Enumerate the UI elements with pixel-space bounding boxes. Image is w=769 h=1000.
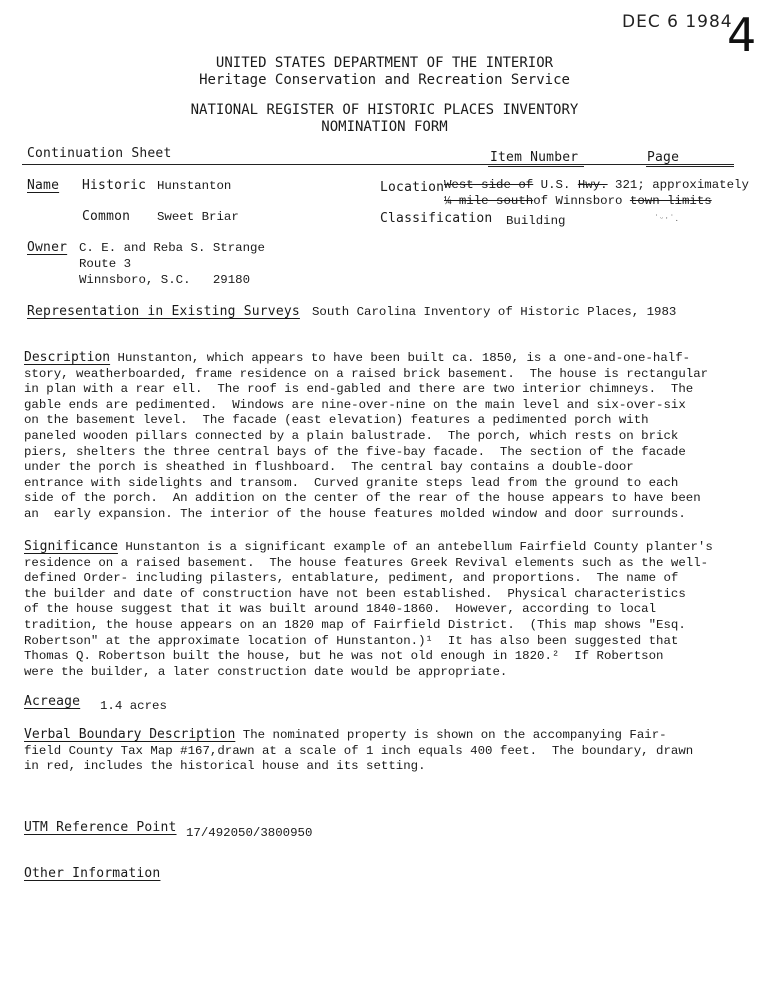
classification-label: Classification [380,211,493,226]
boundary-label: Verbal Boundary Description [24,727,236,742]
location-struck-hwy: Hwy. [577,178,608,192]
significance-section [24,539,746,680]
surveys-label: Representation in Existing Surveys [27,304,300,319]
location-line-1 [444,178,749,192]
significance-line: were the builder, a later construction date would be appropriate. [24,664,508,679]
form-title: NATIONAL REGISTER OF HISTORIC PLACES INVENTORY [190,102,579,118]
other-information-label: Other Information [24,866,161,881]
owner-label: Owner [27,240,68,255]
surveys-value: South Carolina Inventory of Historic Places, 1983 [312,305,677,319]
common-name-value: Sweet Briar [157,210,239,224]
header-rule [22,164,734,165]
acreage-value: 1.4 acres [100,699,167,713]
significance-line: Robertson" at the approximate location of Hunstanton.)¹ It has also been suggested that [24,633,679,648]
significance-line: tradition, the house appears on an 1820 map of Fairfield District. (This map shows "Esq. [24,617,686,632]
location-label: Location [380,180,445,195]
owner-line-1: C. E. and Reba S. Strange [79,241,265,255]
description-line: story, weatherboarded, frame residence on a raised brick basement. The house is rectangular [24,366,709,381]
acreage-label: Acreage [24,694,81,709]
item-number-label: Item Number [490,150,579,165]
significance-line: Hunstanton is a significant example of an antebellum Fairfield County planter's [117,540,713,554]
ink-specks-decoration: ˙ ᵕ · ˙ . [655,213,678,223]
owner-line-2: Route 3 [79,257,132,271]
significance-label: Significance [24,539,118,554]
historic-label: Historic [82,178,147,193]
location-us: U.S. [540,178,571,192]
description-line: an early expansion. The interior of the house features molded window and door surrounds. [24,506,686,521]
utm-label: UTM Reference Point [24,820,177,835]
page-label: Page [647,150,680,165]
classification-value: Building [506,214,566,228]
agency-title: UNITED STATES DEPARTMENT OF THE INTERIOR [215,55,554,71]
date-stamp: DEC 6 1984 [622,12,733,32]
description-section [24,350,746,523]
significance-line: Thomas Q. Robertson built the house, but he was not old enough in 1820.² If Robertson [24,649,664,664]
utm-value: 17/492050/3800950 [186,826,313,840]
description-line: entrance with sidelights and transom. Curved granite steps lead from the ground to each [24,475,679,490]
boundary-line: field County Tax Map #167,drawn at a scale of 1 inch equals 400 feet. The boundary, drawn [24,743,694,758]
agency-subtitle: Heritage Conservation and Recreation Service [199,72,570,88]
page-number-stamp: 4 [727,8,757,62]
common-label: Common [82,209,131,224]
location-line1-rest: 321; approximately [615,178,749,192]
location-line2-mid: of Winnsboro [533,194,623,208]
significance-line: defined Order- including pilasters, entablature, pediment, and proportions. The name of [24,571,679,586]
location-line-2 [444,194,712,208]
location-struck-town: town limits [629,194,712,208]
boundary-line: in red, includes the historical house and its setting. [24,759,426,774]
description-line: gable ends are pedimented. Windows are nine-over-nine on the main level and six-over-six [24,397,686,412]
boundary-line: The nominated property is shown on the accompanying Fair- [235,728,667,742]
description-line: on the basement level. The facade (east elevation) features a pedimented porch with [24,413,649,428]
historic-name-value: Hunstanton [157,179,232,193]
location-struck-prefix: West side of [444,178,534,192]
description-line: paneled wooden pillars connected by a plain balustrade. The porch, which rests on brick [24,428,679,443]
continuation-sheet-label: Continuation Sheet [27,146,172,161]
page-rule [646,166,734,167]
description-line: Hunstanton, which appears to have been built ca. 1850, is a one-and-one-half- [110,351,691,365]
description-line: in plan with a rear ell. The roof is end-gabled and there are two interior chimneys. The [24,382,694,397]
item-number-rule [488,166,584,167]
name-label: Name [27,178,60,193]
form-subtitle: NOMINATION FORM [321,119,448,135]
boundary-section [24,727,746,775]
significance-line: of the house suggest that it was built around 1840-1860. However, according to local [24,602,657,617]
location-struck-distance: ¼ mile south [444,194,534,208]
description-line: piers, shelters the three central bays of the five-bay facade. The section of the facade [24,444,686,459]
significance-line: residence on a raised basement. The house features Greek Revival elements such as the well- [24,555,709,570]
description-line: under the porch is sheathed in flushboard. The central bay contains a double-door [24,460,634,475]
significance-line: the builder and date of construction have not been established. Physical characteristics [24,586,686,601]
description-line: side of the porch. An addition on the center of the rear of the house appears to have been [24,491,701,506]
owner-line-3: Winnsboro, S.C. 29180 [79,273,251,287]
description-label: Description [24,350,111,365]
